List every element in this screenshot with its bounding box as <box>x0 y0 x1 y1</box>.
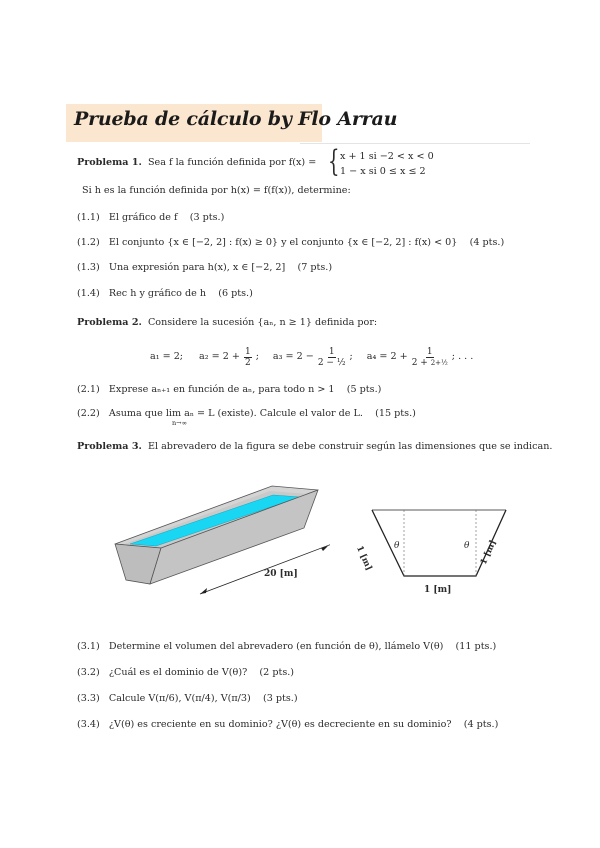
item-text: El gráfico de f <box>108 212 178 223</box>
item-points: (4 pts.) <box>469 237 505 248</box>
problem-1-heading: Problema 1. <box>77 157 142 168</box>
denominator: 2 <box>244 357 251 368</box>
denominator <box>412 358 448 368</box>
item-points: (4 pts.) <box>463 719 499 730</box>
length-label: 20 [m] <box>264 569 298 579</box>
side-label-left: 1 [m] <box>353 544 374 573</box>
item-number: (1.1) <box>77 212 100 223</box>
term-a4: a₄ = 2 + <box>366 351 408 362</box>
trough-figure <box>110 478 330 602</box>
item-text: ¿V(θ) es creciente en su dominio? ¿V(θ) es decreciente en su dominio? <box>108 719 452 730</box>
separator: ; <box>255 351 259 362</box>
item-2-2 <box>77 408 416 420</box>
item-points: (5 pts.) <box>346 384 382 395</box>
item-3-1 <box>77 641 496 653</box>
item-text: Exprese aₙ₊₁ en función de aₙ, para todo n > 1 <box>108 384 335 395</box>
item-1-4 <box>77 288 253 300</box>
item-text: Determine el volumen del abrevadero (en función de θ), llámelo V(θ) <box>108 641 444 652</box>
problem-3-intro <box>77 441 552 453</box>
limit-subscript: n→∞ <box>172 419 188 427</box>
item-points: (3 pts.) <box>262 693 298 704</box>
item-2-1 <box>77 384 381 396</box>
problem-1-line-2: Si h es la función definida por h(x) = f(f(x)), determine: <box>82 185 351 196</box>
term-a3: a₃ = 2 − <box>272 351 314 362</box>
item-number: (1.4) <box>77 288 100 299</box>
denominator-nested: 2+½ <box>430 358 448 367</box>
page-title: Prueba de cálculo by Flo Arrau <box>74 108 398 130</box>
item-1-1 <box>77 212 224 224</box>
item-number: (3.3) <box>77 693 100 704</box>
item-3-4 <box>77 719 498 731</box>
bottom-label: 1 [m] <box>424 585 452 595</box>
fraction-a4 <box>412 347 448 368</box>
item-number: (3.4) <box>77 719 100 730</box>
fraction-a2 <box>244 347 252 368</box>
side-label-right: 1 [m] <box>478 538 499 567</box>
numerator: 1 <box>426 346 433 357</box>
theta-left: θ <box>394 541 400 551</box>
item-text: Una expresión para h(x), x ∈ [−2, 2] <box>108 262 286 273</box>
numerator: 1 <box>328 346 335 357</box>
problem-1-intro <box>77 157 316 169</box>
item-3-2 <box>77 667 294 679</box>
item-number: (1.2) <box>77 237 100 248</box>
problem-2-heading: Problema 2. <box>77 317 142 328</box>
term-a1: a₁ = 2; <box>150 351 184 362</box>
ellipsis: ; . . . <box>451 351 474 362</box>
piecewise-case-1: x + 1 si −2 < x < 0 <box>340 151 434 162</box>
item-text: Asuma que lim aₙ = L (existe). Calcule el valor de L. <box>108 408 363 419</box>
piecewise-brace: { <box>328 144 340 179</box>
problem-1-text: Sea f la función definida por f(x) = <box>147 157 317 168</box>
denominator: 2 − ½ <box>317 357 346 368</box>
item-points: (6 pts.) <box>218 288 253 299</box>
problem-3-text: El abrevadero de la figura se debe construir según las dimensiones que se indican. <box>147 441 553 452</box>
item-points: (7 pts.) <box>297 262 333 273</box>
problem-2-intro <box>77 317 377 329</box>
item-points: (2 pts.) <box>259 667 295 678</box>
item-number: (3.1) <box>77 641 100 652</box>
piecewise-case-2: 1 − x si 0 ≤ x ≤ 2 <box>340 166 426 177</box>
item-points: (3 pts.) <box>189 212 225 223</box>
theta-right: θ <box>464 541 470 551</box>
term-a2: a₂ = 2 + <box>199 351 240 362</box>
separator: ; <box>349 351 353 362</box>
item-number: (2.1) <box>77 384 100 395</box>
item-1-2 <box>77 237 504 249</box>
arrow-head-left <box>200 588 207 594</box>
item-points: (11 pts.) <box>455 641 497 652</box>
item-text: ¿Cuál es el dominio de V(θ)? <box>108 667 248 678</box>
item-text: Rec h y gráfico de h <box>108 288 207 299</box>
denominator-base: 2 + <box>411 357 431 368</box>
item-number: (1.3) <box>77 262 100 273</box>
item-text: Calcule V(π/6), V(π/4), V(π/3) <box>108 693 251 704</box>
problem-2-text: Considere la sucesión {aₙ, n ≥ 1} definida por: <box>147 317 378 328</box>
item-number: (3.2) <box>77 667 100 678</box>
item-points: (15 pts.) <box>375 408 416 419</box>
fraction-a3 <box>318 347 346 368</box>
item-1-3 <box>77 262 332 274</box>
sequence-terms <box>150 340 473 374</box>
numerator: 1 <box>244 346 251 357</box>
item-3-3 <box>77 693 298 705</box>
problem-3-heading: Problema 3. <box>77 441 142 452</box>
item-text: El conjunto {x ∈ [−2, 2] : f(x) ≥ 0} y el conjunto {x ∈ [−2, 2] : f(x) < 0} <box>108 237 458 248</box>
item-number: (2.2) <box>77 408 100 419</box>
